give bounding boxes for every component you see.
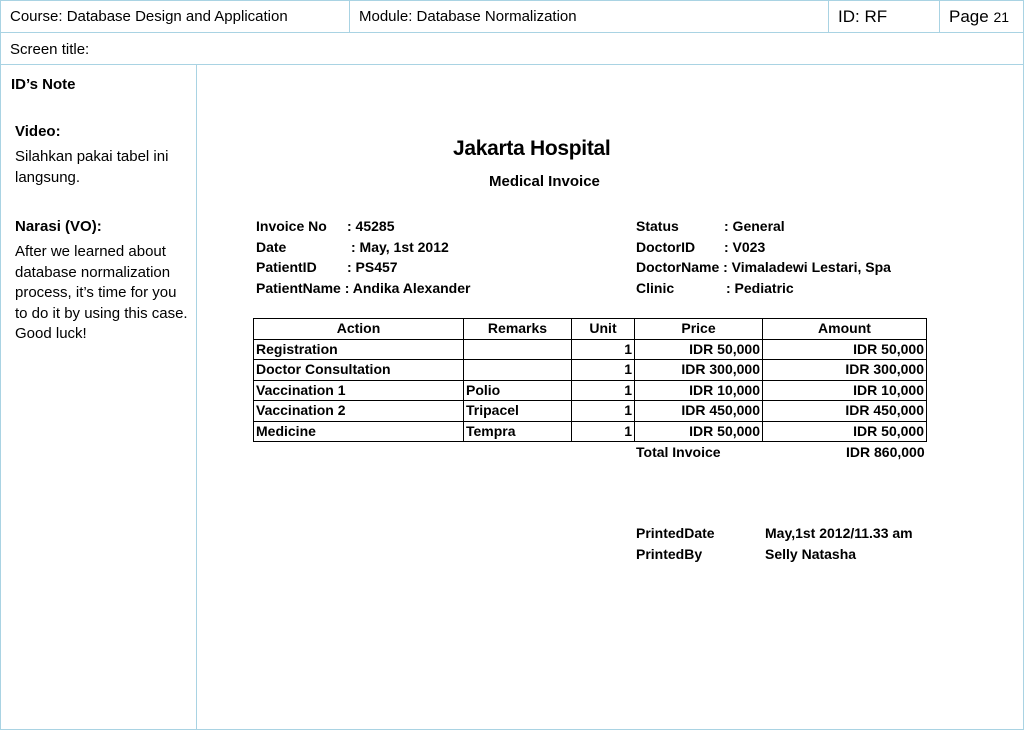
- patient-id-label: PatientID: [256, 259, 317, 275]
- invoice-table: [253, 318, 927, 442]
- header-action: Action: [254, 319, 464, 340]
- table-row: [254, 421, 927, 442]
- module-label: Module: Database Normalization: [359, 8, 577, 25]
- invoice-subtitle: Medical Invoice: [489, 173, 600, 190]
- doctor-id-label: DoctorID: [636, 239, 696, 255]
- cell-action: Medicine: [254, 421, 464, 442]
- cell-remarks: [464, 360, 572, 381]
- cell-remarks: Polio: [464, 380, 572, 401]
- course-cell: [0, 0, 350, 33]
- date-label: Date: [256, 239, 287, 255]
- cell-price: IDR 50,000: [635, 339, 763, 360]
- page-label: Page: [949, 7, 989, 26]
- cell-price: IDR 50,000: [635, 421, 763, 442]
- cell-price: IDR 10,000: [635, 380, 763, 401]
- id-cell: [828, 0, 940, 33]
- table-header-row: [254, 319, 927, 340]
- page-number: 21: [993, 9, 1010, 25]
- printed-by-label: PrintedBy: [636, 546, 703, 562]
- cell-amount: IDR 50,000: [763, 421, 927, 442]
- ids-note-title: ID’s Note: [11, 76, 76, 93]
- screen-title: Screen title:: [0, 32, 1024, 65]
- video-heading: Video:: [15, 123, 61, 140]
- header-remarks: Remarks: [464, 319, 572, 340]
- page-cell: [939, 0, 1024, 33]
- cell-action: Registration: [254, 339, 464, 360]
- doctor-id-value: : V023: [724, 239, 766, 255]
- cell-amount: IDR 450,000: [763, 401, 927, 422]
- narration-text: After we learned about database normalization process, it’s time for you to do it by using this case. Good luck!: [15, 243, 188, 343]
- cell-price: IDR 300,000: [635, 360, 763, 381]
- header-price: Price: [635, 319, 763, 340]
- clinic-label: Clinic: [636, 280, 675, 296]
- cell-unit: 1: [572, 360, 635, 381]
- total-invoice-value: IDR 860,000: [846, 444, 925, 460]
- module-cell: [349, 0, 829, 33]
- cell-amount: IDR 50,000: [763, 339, 927, 360]
- narration-heading: Narasi (VO):: [15, 218, 102, 235]
- cell-unit: 1: [572, 339, 635, 360]
- invoice-no-label: Invoice No: [256, 218, 327, 234]
- cell-amount: IDR 10,000: [763, 380, 927, 401]
- total-invoice-label: Total Invoice: [636, 444, 721, 460]
- ids-note-panel: [0, 64, 197, 730]
- cell-price: IDR 450,000: [635, 401, 763, 422]
- status-label: Status: [636, 218, 679, 234]
- patient-name: PatientName : Andika Alexander: [256, 280, 471, 296]
- patient-id-value: : PS457: [347, 259, 398, 275]
- table-row: [254, 380, 927, 401]
- header-amount: Amount: [763, 319, 927, 340]
- clinic-value: : Pediatric: [726, 280, 794, 296]
- cell-unit: 1: [572, 421, 635, 442]
- hospital-title: Jakarta Hospital: [453, 137, 611, 160]
- cell-amount: IDR 300,000: [763, 360, 927, 381]
- header-unit: Unit: [572, 319, 635, 340]
- doctor-name: DoctorName : Vimaladewi Lestari, Spa: [636, 259, 891, 275]
- printed-date-label: PrintedDate: [636, 525, 715, 541]
- course-label: Course: Database Design and Application: [10, 8, 288, 25]
- cell-unit: 1: [572, 401, 635, 422]
- invoice-no-value: : 45285: [347, 218, 395, 234]
- cell-remarks: Tempra: [464, 421, 572, 442]
- table-row: [254, 401, 927, 422]
- table-row: [254, 360, 927, 381]
- id-label: ID: RF: [838, 7, 888, 26]
- cell-action: Vaccination 2: [254, 401, 464, 422]
- cell-unit: 1: [572, 380, 635, 401]
- printed-by-value: Selly Natasha: [765, 546, 857, 562]
- cell-remarks: Tripacel: [464, 401, 572, 422]
- cell-action: Doctor Consultation: [254, 360, 464, 381]
- video-text: Silahkan pakai tabel ini langsung.: [15, 148, 169, 186]
- date-value: : May, 1st 2012: [351, 239, 449, 255]
- table-row: [254, 339, 927, 360]
- printed-date-value: May,1st 2012/11.33 am: [765, 525, 913, 541]
- cell-remarks: [464, 339, 572, 360]
- cell-action: Vaccination 1: [254, 380, 464, 401]
- status-value: : General: [724, 218, 785, 234]
